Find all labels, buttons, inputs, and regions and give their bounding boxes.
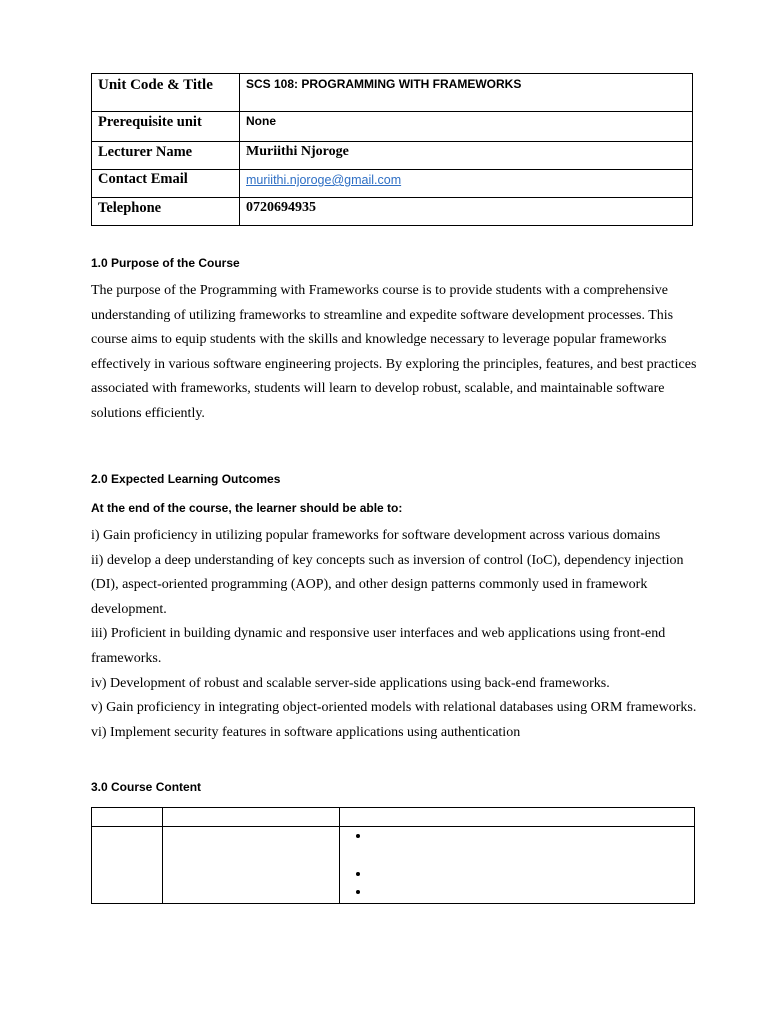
list-item [370,866,694,885]
table-cell [92,827,163,904]
list-item [370,884,694,903]
table-row [92,170,693,198]
course-content-table [91,807,695,904]
lecturer-value: Muriithi Njoroge [240,142,693,170]
table-cell [163,808,340,827]
table-cell [340,827,695,904]
email-link[interactable]: muriithi.njoroge@gmail.com [246,173,402,187]
table-row [92,827,695,904]
bullet-list [340,828,694,903]
email-cell [240,170,693,198]
list-item: ii) develop a deep understanding of key concepts such as inversion of control (IoC), dependency injection (DI), aspect-oriented programming (AOP), and other design patterns commonly used in framework development. [91,552,684,617]
table-row [92,142,693,170]
section2-intro: At the end of the course, the learner should be able to: [91,501,403,515]
list-item: iv) Development of robust and scalable server-side applications using back-end frameworks. [91,675,610,691]
table-cell [163,827,340,904]
table-row [92,112,693,142]
lecturer-label: Lecturer Name [92,142,240,170]
table-cell [340,808,695,827]
telephone-label: Telephone [92,198,240,226]
prerequisite-value: None [240,112,693,142]
list-item: i) Gain proficiency in utilizing popular frameworks for software development across various domains [91,528,661,543]
section2-heading: 2.0 Expected Learning Outcomes [91,472,281,486]
table-row [92,198,693,226]
prerequisite-label: Prerequisite unit [92,112,240,142]
section3-heading: 3.0 Course Content [91,780,202,794]
table-cell [92,808,163,827]
list-item: iii) Proficient in building dynamic and responsive user interfaces and web applications using front-end frameworks. [91,626,666,666]
outcomes-list [91,524,701,745]
telephone-value: 0720694935 [240,198,693,226]
table-row [92,74,693,112]
section1-heading: 1.0 Purpose of the Course [91,256,240,270]
section1-body: The purpose of the Programming with Frameworks course is to provide students with a comprehensive understanding of utilizing frameworks to streamline and expedite software development processes. This course aims to equip students with the skills and knowledge necessary to leverage popular frameworks effectively in various software engineering projects. By exploring the principles, features, and best practices associated with frameworks, students will learn to develop robust, scalable, and maintainable software solutions efficiently. [91,283,697,421]
unit-code-value: SCS 108: PROGRAMMING WITH FRAMEWORKS [240,74,693,112]
list-item: v) Gain proficiency in integrating object-oriented models with relational databases using ORM frameworks. [91,700,697,716]
unit-code-label: Unit Code & Title [92,74,240,112]
list-item: vi) Implement security features in software applications using authentication [91,724,521,740]
email-label: Contact Email [92,170,240,198]
list-item [370,828,694,847]
unit-info-table [91,73,693,226]
table-row [92,808,695,827]
